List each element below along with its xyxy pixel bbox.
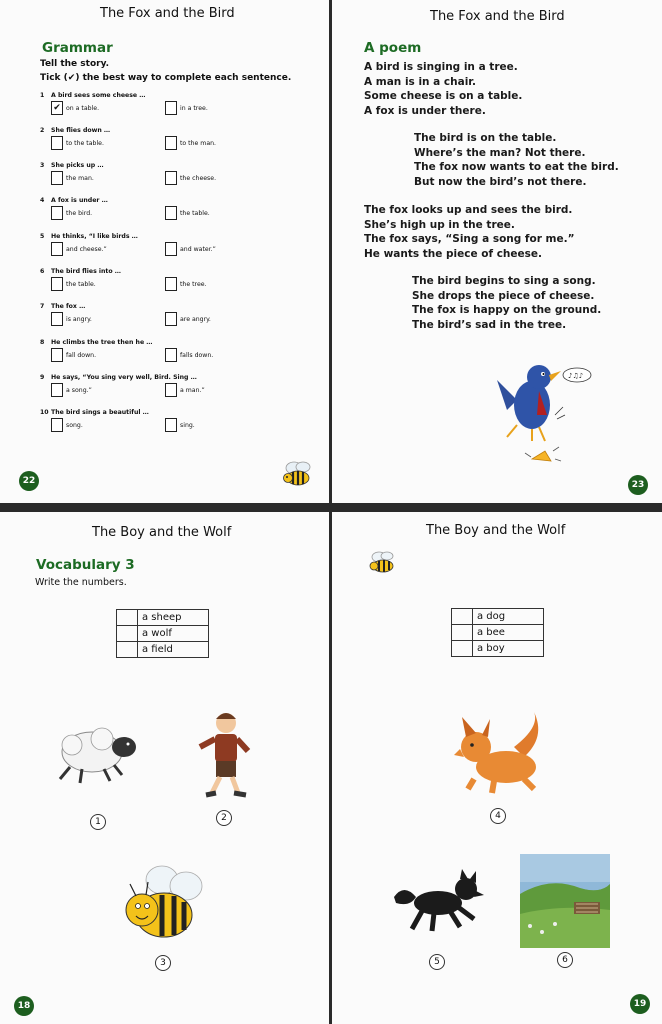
page-number: 19 [630, 994, 650, 1014]
checkbox[interactable] [51, 418, 63, 432]
option-b[interactable] [165, 383, 205, 397]
page-number: 22 [19, 471, 39, 491]
option-label: to the man. [180, 139, 217, 147]
table-row [117, 642, 209, 658]
field-photo [520, 854, 610, 948]
checkbox[interactable] [51, 171, 63, 185]
option-b[interactable] [165, 171, 216, 185]
option-label: song. [66, 421, 83, 429]
checkbox[interactable] [165, 101, 177, 115]
question-stem: She flies down … [51, 127, 111, 134]
question-number: 8 [40, 339, 45, 346]
picture-number: 4 [490, 808, 506, 824]
page-title: The Boy and the Wolf [92, 525, 232, 540]
option-a[interactable] [51, 348, 96, 362]
question-item [40, 162, 320, 198]
question-item [40, 127, 320, 163]
question-number: 2 [40, 127, 45, 134]
option-label: to the table. [66, 139, 104, 147]
option-label: the man. [66, 174, 94, 182]
checkbox[interactable] [165, 348, 177, 362]
option-a[interactable] [51, 136, 104, 150]
question-item [40, 197, 320, 233]
option-b[interactable] [165, 418, 195, 432]
question-item [40, 92, 320, 128]
question-number: 6 [40, 268, 45, 275]
section-heading: Vocabulary 3 [36, 557, 135, 573]
page-19 [332, 512, 662, 1024]
answer-cell[interactable] [452, 641, 473, 657]
word-cell: a boy [473, 641, 544, 657]
checkbox[interactable] [51, 242, 63, 256]
checkbox[interactable] [51, 277, 63, 291]
option-label: and water.” [180, 245, 216, 253]
bee-illustration [114, 860, 210, 944]
wolf-illustration [390, 867, 486, 937]
dog-illustration [454, 707, 546, 799]
picture-number: 3 [155, 955, 171, 971]
question-item [40, 303, 320, 339]
option-a[interactable] [51, 312, 92, 326]
checkbox[interactable] [51, 206, 63, 220]
sheep-illustration [52, 717, 144, 792]
question-stem: A fox is under … [51, 197, 108, 204]
question-item [40, 409, 320, 445]
picture-number: 2 [216, 810, 232, 826]
checkbox[interactable] [51, 136, 63, 150]
picture-number: 5 [429, 954, 445, 970]
checkbox[interactable] [165, 418, 177, 432]
question-number: 1 [40, 92, 45, 99]
option-b[interactable] [165, 312, 211, 326]
question-stem: The bird flies into … [51, 268, 121, 275]
option-b[interactable] [165, 136, 216, 150]
picture-number: 6 [557, 952, 573, 968]
option-b[interactable] [165, 101, 208, 115]
checkbox[interactable] [51, 348, 63, 362]
option-label: in a tree. [180, 104, 208, 112]
checkbox[interactable] [165, 277, 177, 291]
question-stem: She picks up … [51, 162, 104, 169]
boy-illustration [188, 707, 260, 802]
vocabulary-table [451, 608, 544, 657]
question-number: 9 [40, 374, 45, 381]
option-b[interactable] [165, 277, 207, 291]
checkbox[interactable] [165, 171, 177, 185]
instruction: Tell the story. [40, 59, 110, 69]
table-row [452, 625, 544, 641]
section-heading: Grammar [42, 40, 113, 56]
page-23 [332, 0, 662, 503]
answer-cell[interactable] [452, 609, 473, 625]
option-label: falls down. [180, 351, 214, 359]
svg-text:♪♫♪: ♪♫♪ [568, 372, 584, 380]
question-stem: He thinks, “I like birds … [51, 233, 138, 240]
checkbox[interactable] [165, 206, 177, 220]
option-label: sing. [180, 421, 195, 429]
word-cell: a dog [473, 609, 544, 625]
table-row [452, 609, 544, 625]
option-label: a man.” [180, 386, 205, 394]
question-number: 3 [40, 162, 45, 169]
checkbox[interactable] [51, 383, 63, 397]
question-number: 10 [40, 409, 49, 416]
option-label: the bird. [66, 209, 93, 217]
table-row [452, 641, 544, 657]
question-item [40, 268, 320, 304]
option-label: on a table. [66, 104, 100, 112]
answer-cell[interactable] [117, 626, 138, 642]
option-label: are angry. [180, 315, 211, 323]
word-cell: a field [138, 642, 209, 658]
question-number: 4 [40, 197, 45, 204]
table-row [117, 610, 209, 626]
table-row [117, 626, 209, 642]
option-label: fall down. [66, 351, 97, 359]
question-item [40, 339, 320, 375]
checkbox[interactable] [165, 242, 177, 256]
option-a[interactable] [51, 101, 99, 115]
question-item [40, 233, 320, 269]
instruction: Write the numbers. [35, 577, 127, 588]
bee-icon [282, 460, 316, 488]
page-title: The Fox and the Bird [100, 6, 235, 21]
answer-cell[interactable] [117, 610, 138, 626]
word-cell: a bee [473, 625, 544, 641]
question-stem: A bird sees some cheese … [51, 92, 146, 99]
poem-stanza-1: A bird is singing in a tree. A man is in a chair. Some cheese is on a table. A fox is under there. [364, 61, 523, 117]
option-a[interactable] [51, 206, 92, 220]
option-label: the table. [180, 209, 210, 217]
poem-stanza-4: The bird begins to sing a song. She drops the piece of cheese. The fox is happy on the ground. The bird’s sad in the tree. [412, 275, 602, 331]
word-cell: a wolf [138, 626, 209, 642]
checkbox[interactable] [165, 136, 177, 150]
option-b[interactable] [165, 242, 216, 256]
option-a[interactable] [51, 277, 96, 291]
checkbox[interactable] [165, 312, 177, 326]
section-heading: A poem [364, 40, 422, 56]
page-number: 23 [628, 475, 648, 495]
picture-number: 1 [90, 814, 106, 830]
question-item [40, 374, 320, 410]
question-stem: He says, “You sing very well, Bird. Sing … [51, 374, 197, 381]
option-a[interactable] [51, 418, 83, 432]
question-number: 7 [40, 303, 45, 310]
question-stem: The bird sings a beautiful … [51, 409, 149, 416]
checkbox[interactable] [51, 101, 63, 115]
question-number: 5 [40, 233, 45, 240]
checkbox[interactable] [51, 312, 63, 326]
page-number: 18 [14, 996, 34, 1016]
page-22 [0, 0, 329, 503]
bee-icon [367, 550, 397, 576]
option-label: is angry. [66, 315, 92, 323]
option-b[interactable] [165, 348, 213, 362]
answer-cell[interactable] [117, 642, 138, 658]
option-a[interactable] [51, 242, 107, 256]
poem-stanza-2: The bird is on the table. Where’s the man? Not there. The fox now wants to eat the bird. But now the bird’s not there. [414, 132, 619, 188]
question-stem: He climbs the tree then he … [51, 339, 153, 346]
answer-cell[interactable] [452, 625, 473, 641]
option-a[interactable] [51, 383, 92, 397]
option-label: the table. [66, 280, 96, 288]
vocabulary-table [116, 609, 209, 658]
singing-bird-illustration [477, 355, 597, 475]
page-title: The Fox and the Bird [430, 9, 565, 24]
option-a[interactable] [51, 171, 94, 185]
option-label: and cheese.” [66, 245, 107, 253]
instruction: Tick (✔) the best way to complete each sentence. [40, 73, 292, 83]
option-b[interactable] [165, 206, 210, 220]
option-label: the tree. [180, 280, 207, 288]
word-cell: a sheep [138, 610, 209, 626]
option-label: the cheese. [180, 174, 217, 182]
page-title: The Boy and the Wolf [426, 523, 566, 538]
question-stem: The fox … [51, 303, 86, 310]
option-label: a song.” [66, 386, 92, 394]
checkbox[interactable] [165, 383, 177, 397]
page-18 [0, 512, 329, 1024]
poem-stanza-3: The fox looks up and sees the bird. She’s high up in the tree. The fox says, “Sing a song for me.” He wants the piece of cheese. [364, 204, 575, 260]
